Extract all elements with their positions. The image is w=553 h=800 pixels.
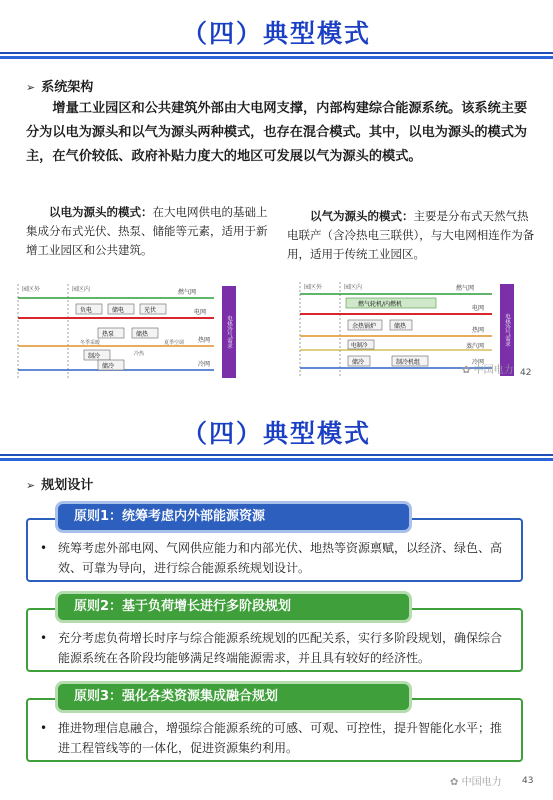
bullet-dot-icon: • bbox=[40, 631, 48, 645]
node-waste-heat-boiler: 余热锅炉 bbox=[352, 323, 377, 330]
steam-grid-line-label: 蒸汽网 bbox=[466, 343, 485, 350]
label-summer-ac: 夏季空调 bbox=[164, 340, 185, 346]
node-chiller-unit: 制冷机组 bbox=[396, 359, 421, 366]
wechat-icon: ✿ bbox=[450, 777, 459, 788]
demand-bar-label: 电热冷气需求 bbox=[504, 313, 510, 347]
node-pv: 光伏 bbox=[144, 307, 157, 314]
slide-title: （四）典型模式 bbox=[181, 19, 371, 48]
gas-grid-line-label: 燃气网 bbox=[178, 289, 197, 296]
heat-grid-line-label: 热网 bbox=[198, 337, 211, 344]
intro-paragraph: 增量工业园区和公共建筑外部由大电网支撑，内部构建综合能源系统。该系统主要分为以电为源头和以气为源头两种模式，也存在混合模式。其中，以电为源头的模式为主，在气价较低、政府补贴力度大的地区可发展以气为源头的模式。 bbox=[26, 101, 528, 164]
bullet-dot-icon: • bbox=[40, 721, 48, 735]
principle-1-text: 统筹考虑外部电网、气网供应能力和内部光伏、地热等资源禀赋，以经济、绿色、高效、可靠为导向，进行综合能源系统规划设计。 bbox=[58, 541, 503, 575]
title-rule bbox=[0, 454, 553, 461]
watermark bbox=[450, 773, 502, 788]
principle-2-text: 充分考虑负荷增长时序与综合能源系统规划的匹配关系，实行多阶段规划，确保综合能源系统在各阶段均能够满足终端能源需求，并且具有较好的经济性。 bbox=[58, 631, 503, 665]
arrow-bullet-icon: ➢ bbox=[26, 81, 36, 94]
power-grid-line-label: 电网 bbox=[472, 305, 485, 312]
section-heading: 系统架构 bbox=[41, 80, 94, 95]
node-heat-pump: 热泵 bbox=[102, 331, 115, 338]
node-load-power: 负电 bbox=[80, 307, 93, 314]
page-number: 43 bbox=[522, 776, 534, 786]
section-heading: 规划设计 bbox=[41, 478, 94, 493]
heat-grid-line-label: 热网 bbox=[472, 327, 485, 334]
node-cold-storage: 储冷 bbox=[102, 363, 115, 370]
cold-grid-line-label: 冷网 bbox=[198, 361, 211, 368]
principle-3-text: 推进物理信息融合，增强综合能源系统的可感、可观、可控性，提升智能化水平；推进工程管线等的一体化，促进资源集约利用。 bbox=[58, 721, 503, 755]
zone-inner-label: 园区内 bbox=[72, 286, 91, 293]
electric-mode-diagram bbox=[14, 282, 242, 382]
slide-title: （四）典型模式 bbox=[181, 419, 371, 448]
electric-mode-label: 以电为源头的模式： bbox=[49, 205, 153, 219]
node-cold-storage: 储冷 bbox=[352, 359, 365, 366]
zone-outer-label: 园区外 bbox=[22, 286, 41, 293]
electric-mode-text bbox=[26, 203, 271, 260]
page-number: 42 bbox=[520, 368, 532, 378]
node-storage-power: 储电 bbox=[112, 307, 125, 314]
slide-2 bbox=[0, 400, 553, 800]
arrow-bullet-icon: ➢ bbox=[26, 479, 36, 492]
zone-outer-label: 园区外 bbox=[304, 284, 323, 291]
watermark-text: 中国电力 bbox=[473, 365, 514, 376]
cold-grid-line-label: 冷网 bbox=[472, 359, 485, 366]
node-heat-storage: 储热 bbox=[394, 323, 407, 330]
node-heat-storage: 储热 bbox=[136, 331, 149, 338]
node-electric-cooling: 电制冷 bbox=[351, 343, 368, 349]
section-bullet bbox=[26, 474, 93, 493]
gas-grid-line-label: 燃气网 bbox=[456, 285, 475, 292]
watermark-text: 中国电力 bbox=[461, 777, 502, 788]
node-gas-turbine: 燃气轮机/内燃机 bbox=[358, 301, 403, 308]
gas-mode-label: 以气为源头的模式： bbox=[310, 209, 414, 223]
section-bullet bbox=[26, 76, 93, 95]
title-rule bbox=[0, 52, 553, 59]
principle-3-header: 原则3：强化各类资源集成融合规划 bbox=[58, 684, 409, 710]
gas-mode-desc: 主要是分布式天然气热电联产（含冷热电三联供），与大电网相连作为备用，适用于传统工业园区。 bbox=[287, 209, 535, 261]
label-cold-heat: 冷热 bbox=[134, 351, 145, 357]
principle-2-header: 原则2：基于负荷增长进行多阶段规划 bbox=[58, 594, 409, 620]
demand-bar-label: 电热冷气需求 bbox=[226, 315, 232, 349]
wechat-icon: ✿ bbox=[462, 365, 471, 376]
power-grid-line-label: 电网 bbox=[194, 309, 207, 316]
watermark bbox=[462, 361, 514, 376]
gas-mode-text bbox=[287, 207, 537, 264]
label-winter-heating: 冬季采暖 bbox=[80, 340, 101, 346]
bullet-dot-icon: • bbox=[40, 541, 48, 555]
electric-mode-desc: 在大电网供电的基础上集成分布式光伏、热泵、储能等元素，适用于新增工业园区和公共建筑。 bbox=[26, 205, 268, 257]
zone-inner-label: 园区内 bbox=[344, 284, 363, 291]
node-cooling: 制冷 bbox=[88, 353, 101, 360]
principle-1-header: 原则1：统筹考虑内外部能源资源 bbox=[58, 504, 409, 530]
